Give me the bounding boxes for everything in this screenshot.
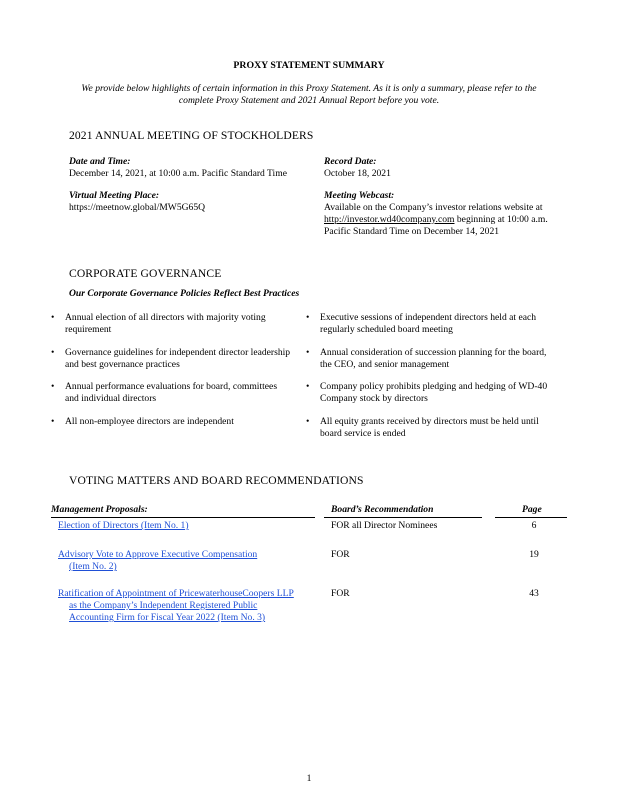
proposal-link[interactable]: Advisory Vote to Approve Executive Compensation (58, 549, 258, 560)
col-header-page: Page (522, 504, 542, 515)
recommendation-cell: FOR all Director Nominees (331, 520, 438, 531)
bullet-icon: • (306, 347, 310, 358)
bullet-icon: • (51, 312, 55, 323)
header-rule (51, 517, 315, 518)
bullet-icon: • (51, 416, 55, 427)
page-cell: 6 (531, 520, 537, 531)
col-header-proposals: Management Proposals: (51, 504, 148, 515)
bullet-line: All non-employee directors are independent (65, 416, 234, 427)
webcast-line-2-rest: beginning at 10:00 a.m. (454, 214, 548, 225)
meeting-place-label: Virtual Meeting Place: (69, 190, 160, 201)
bullet-line: All equity grants received by directors must be held until (320, 416, 539, 427)
date-label: Date and Time: (69, 156, 131, 167)
bullet-icon: • (51, 347, 55, 358)
webcast-block (324, 190, 548, 238)
bullet-line: Executive sessions of independent directors held at each (320, 312, 537, 323)
proposal-link[interactable]: as the Company’s Independent Registered Public (69, 600, 258, 611)
page-cell: 19 (529, 549, 539, 560)
webcast-line-2 (324, 214, 548, 226)
record-date-label: Record Date: (324, 156, 377, 167)
bullet-line: Annual election of all directors with majority voting (65, 312, 266, 323)
bullet-line: Annual performance evaluations for board, committees (65, 381, 278, 392)
bullet-icon: • (306, 312, 310, 323)
bullet-icon: • (306, 416, 310, 427)
page-title: PROXY STATEMENT SUMMARY (233, 60, 385, 71)
bullet-line: regularly scheduled board meeting (320, 324, 453, 335)
table-row (58, 520, 189, 532)
proposal-link[interactable]: (Item No. 2) (69, 561, 117, 572)
header-rule (324, 517, 482, 518)
date-value: December 14, 2021, at 10:00 a.m. Pacific Standard Time (69, 168, 287, 179)
intro-line-1: We provide below highlights of certain information in this Proxy Statement. As it is only a summary, please refer to the (81, 83, 537, 94)
webcast-label: Meeting Webcast: (324, 190, 395, 201)
proposal-link[interactable]: Accounting Firm for Fiscal Year 2022 (Item No. 3) (69, 612, 266, 623)
annual-meeting-heading: 2021 ANNUAL MEETING OF STOCKHOLDERS (69, 129, 314, 142)
record-date-block (324, 156, 391, 180)
webcast-line-3: Pacific Standard Time on December 14, 2021 (324, 226, 500, 237)
governance-subheading: Our Corporate Governance Policies Reflect Best Practices (69, 288, 300, 299)
bullet-line: and individual directors (65, 393, 157, 404)
date-block (69, 156, 287, 180)
bullet-line: Company stock by directors (320, 393, 428, 404)
governance-heading: CORPORATE GOVERNANCE (69, 267, 222, 280)
bullet-line: Annual consideration of succession planning for the board, (320, 347, 547, 358)
bullet-line: Company policy prohibits pledging and hedging of WD-40 (320, 381, 548, 392)
col-header-recommendation: Board’s Recommendation (331, 504, 434, 515)
bullet-line: requirement (65, 324, 112, 335)
intro-text (66, 83, 552, 107)
recommendation-cell: FOR (331, 588, 350, 599)
table-row (58, 588, 294, 624)
recommendation-cell: FOR (331, 549, 350, 560)
bullet-icon: • (51, 381, 55, 392)
webcast-line-1: Available on the Company’s investor relations website at (324, 202, 543, 213)
record-date-value: October 18, 2021 (324, 168, 391, 179)
voting-heading: VOTING MATTERS AND BOARD RECOMMENDATIONS (69, 474, 364, 487)
bullet-icon: • (306, 381, 310, 392)
bullet-line: and best governance practices (65, 359, 180, 370)
page-number: 1 (306, 773, 312, 784)
proposal-link[interactable]: Election of Directors (Item No. 1) (58, 520, 189, 531)
bullet-line: the CEO, and senior management (320, 359, 450, 370)
page-cell: 43 (529, 588, 539, 599)
meeting-place-value: https://meetnow.global/MW5G65Q (69, 202, 206, 213)
table-row (58, 549, 257, 573)
proposal-link[interactable]: Ratification of Appointment of PricewaterhouseCoopers LLP (58, 588, 294, 599)
intro-line-2: complete Proxy Statement and 2021 Annual Report before you vote. (178, 95, 440, 106)
bullet-line: Governance guidelines for independent director leadership (65, 347, 291, 358)
meeting-place-block (69, 190, 205, 214)
header-rule (495, 517, 567, 518)
webcast-link[interactable]: http://investor.wd40company.com (324, 214, 455, 225)
bullet-line: board service is ended (320, 428, 406, 439)
